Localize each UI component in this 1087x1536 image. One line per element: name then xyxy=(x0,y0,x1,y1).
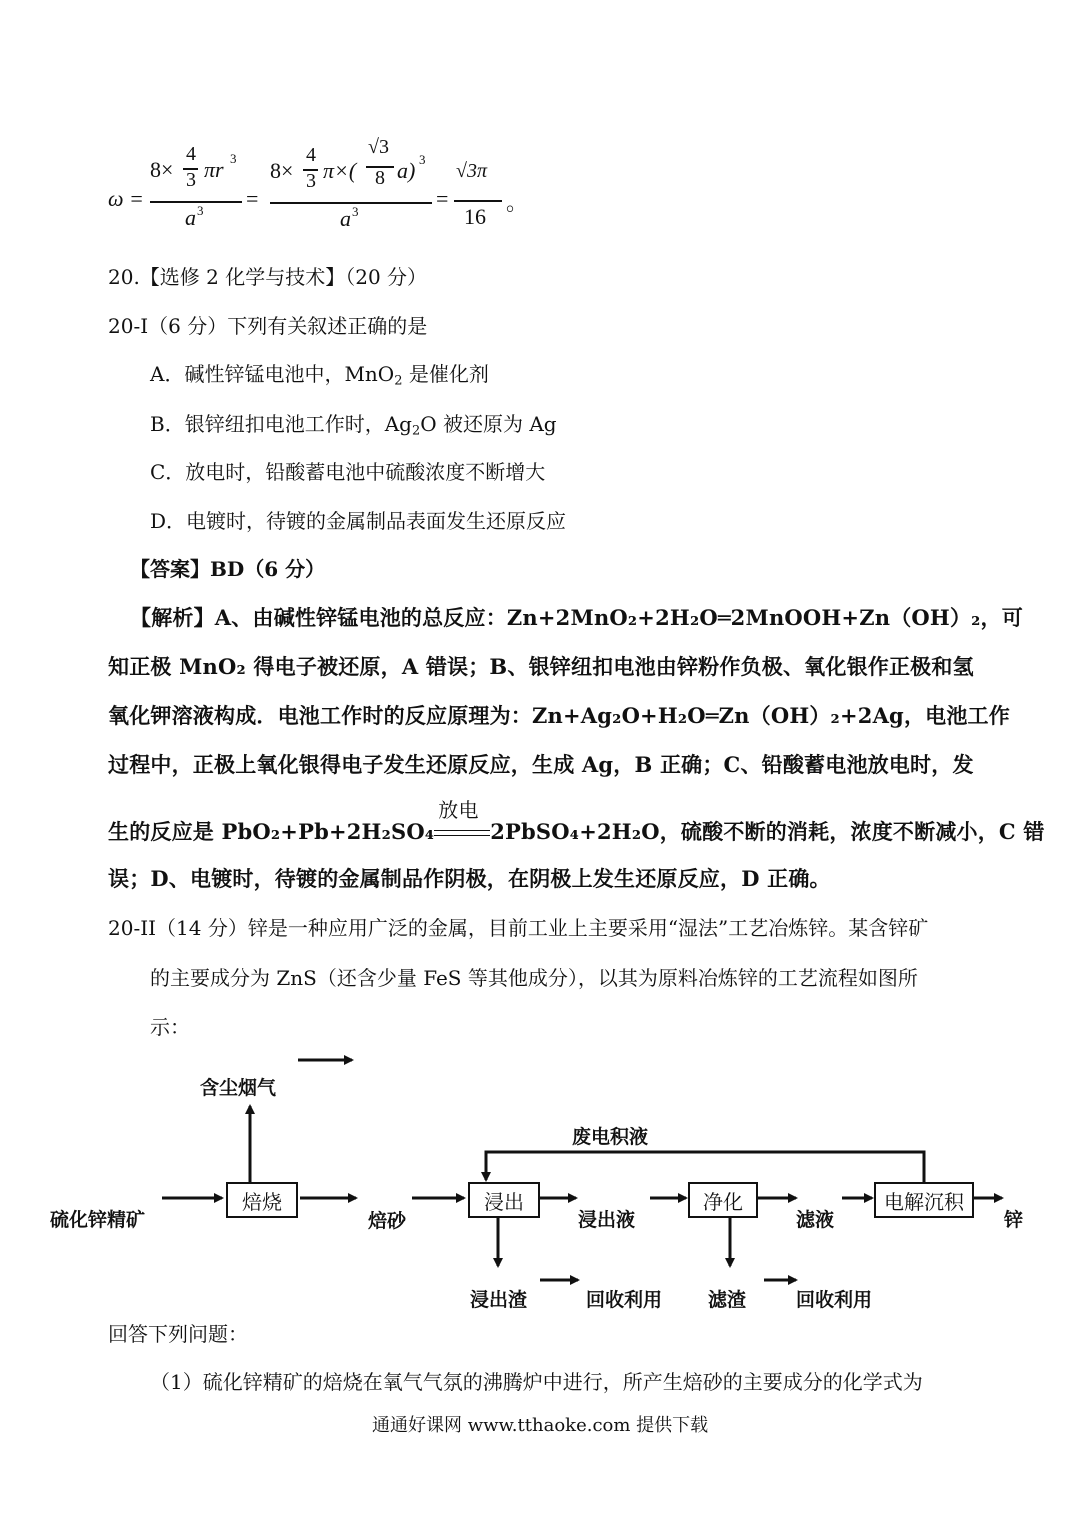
answer-prompt: 回答下列问题： xyxy=(108,1322,248,1346)
analysis-line-6: 误；D、电镀时，待镀的金属制品作阴极，在阴极上发生还原反应，D 正确。 xyxy=(108,866,831,891)
reaction-condition-arrow: 放电 xyxy=(434,824,490,844)
option-d: D．电镀时，待镀的金属制品表面发生还原反应 xyxy=(150,509,567,533)
analysis-line-2: 知正极 MnO₂ 得电子被还原，A 错误；B、银锌纽扣电池由锌粉作负极、氧化银作正极和氢 xyxy=(108,654,974,679)
box-leaching: 浸出 xyxy=(468,1182,540,1218)
option-c: C．放电时，铅酸蓄电池中硫酸浓度不断增大 xyxy=(150,460,546,484)
page-footer: 通通好课网 www.tthaoke.com 提供下载 xyxy=(372,1415,709,1436)
question-1-stem: 20-I（6 分）下列有关叙述正确的是 xyxy=(108,314,428,338)
section-title: 20.【选修 2 化学与技术】（20 分） xyxy=(108,265,428,289)
label-filtrate: 滤液 xyxy=(796,1209,835,1231)
question-2-stem-line-1: 20-II（14 分）锌是一种应用广泛的金属，目前工业上主要采用“湿法”工艺冶炼锌。某含锌矿 xyxy=(108,916,929,940)
label-spent-electrolyte: 废电积液 xyxy=(572,1126,649,1148)
label-recycle-1: 回收利用 xyxy=(586,1289,663,1311)
box-electrowinning: 电解沉积 xyxy=(874,1182,974,1218)
formula-lhs: ω = xyxy=(108,186,144,211)
label-zinc-product: 锌 xyxy=(1004,1209,1024,1231)
label-filter-residue: 滤渣 xyxy=(708,1289,747,1311)
label-leachate: 浸出液 xyxy=(578,1209,636,1231)
analysis-line-5: 生的反应是 PbO₂+Pb+2H₂SO₄ 放电 2PbSO₄+2H₂O，硫酸不断的消耗，浓度不断减小，C 错 xyxy=(108,797,1045,844)
question-2-stem-line-3: 示： xyxy=(150,1015,190,1039)
label-off-gas: 含尘烟气 xyxy=(200,1077,277,1099)
question-2-stem-line-2: 的主要成分为 ZnS（还含少量 FeS 等其他成分），以其为原料冶炼锌的工艺流程如图所 xyxy=(150,966,918,990)
option-b: B．银锌纽扣电池工作时，$Ag_2O$ 被还原为 Ag xyxy=(150,412,557,439)
analysis-line-3: 氧化钾溶液构成．电池工作时的反应原理为：Zn+Ag₂O+H₂O═Zn（OH）₂+2Ag，电池工作 xyxy=(108,703,1010,728)
label-leach-residue: 浸出渣 xyxy=(470,1289,528,1311)
analysis-line-1: 【解析】A、由碱性锌锰电池的总反应：Zn+2MnO₂+2H₂O═2MnOOH+Zn（OH）₂，可 xyxy=(130,605,1023,630)
label-calcine: 焙砂 xyxy=(368,1210,407,1232)
box-roasting: 焙烧 xyxy=(226,1182,298,1218)
label-recycle-2: 回收利用 xyxy=(796,1289,873,1311)
label-zinc-concentrate: 硫化锌精矿 xyxy=(50,1209,146,1231)
option-a: A．碱性锌锰电池中，MnO$_2$ 是催化剂 xyxy=(150,362,489,389)
question-2-part-1: （1）硫化锌精矿的焙烧在氧气气氛的沸腾炉中进行，所产生焙砂的主要成分的化学式为 xyxy=(150,1370,923,1394)
answer: 【答案】BD（6 分） xyxy=(130,557,326,581)
formula-fraction-1: 8× 4 3 πr 3 a 3 xyxy=(150,143,242,191)
analysis-line-4: 过程中，正极上氧化银得电子发生还原反应，生成 Ag，B 正确；C、铅酸蓄电池放电时，发 xyxy=(108,752,974,777)
box-purification: 净化 xyxy=(688,1182,758,1218)
